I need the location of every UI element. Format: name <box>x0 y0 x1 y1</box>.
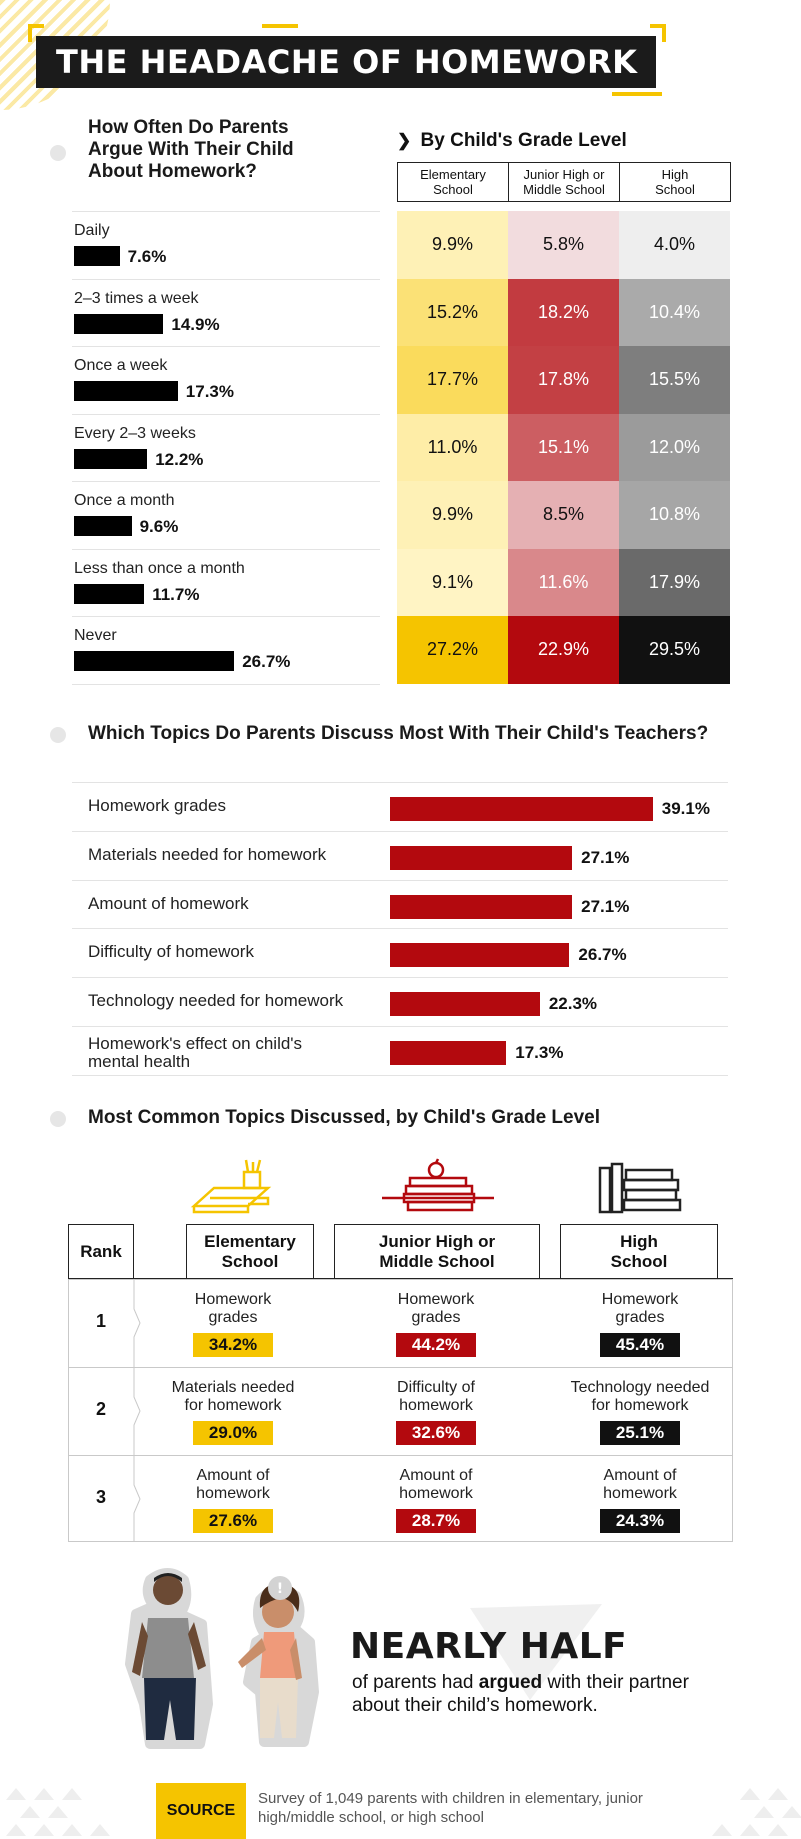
frequency-label: Once a month <box>74 492 175 509</box>
t3-head-line: School <box>610 1252 668 1271</box>
topic-label-line: Amount of homework <box>88 893 249 913</box>
topic-cell-text <box>346 1379 526 1415</box>
topic-cell-text <box>550 1379 730 1415</box>
t3-head-line: Middle School <box>379 1252 495 1271</box>
topic-cell-line: for homework <box>591 1397 689 1414</box>
frequency-value: 9.6% <box>139 517 179 536</box>
topic-cell-text <box>143 1379 323 1415</box>
arguing-couple-illustration <box>110 1560 340 1750</box>
topic-bar <box>390 992 540 1016</box>
topic-value: 39.1% <box>661 799 710 818</box>
heatmap-cell: 4.0% <box>619 211 730 279</box>
topic-cell-line: Amount of <box>603 1467 677 1484</box>
topic-label <box>88 846 326 864</box>
topic-cell-line: grades <box>411 1309 461 1326</box>
topic-cell-line: Technology needed <box>570 1379 710 1396</box>
percent-badge: 28.7% <box>396 1509 476 1533</box>
topic-label-line: Homework grades <box>88 796 226 815</box>
frequency-row <box>72 211 380 279</box>
topics-bottom-rule <box>72 1075 728 1076</box>
percent-badge: 34.2% <box>193 1333 273 1357</box>
heatmap-cell: 17.8% <box>508 346 619 414</box>
heatmap-cell: 15.5% <box>619 346 730 414</box>
heatmap-cell: 8.5% <box>508 481 619 549</box>
heatmap-cell: 5.8% <box>508 211 619 279</box>
percent-badge: 44.2% <box>396 1333 476 1357</box>
section1-title-line: About Homework? <box>88 161 257 182</box>
topic-bar <box>390 943 569 967</box>
rank-column-head: Rank <box>68 1224 134 1279</box>
topic-cell-text <box>143 1467 323 1503</box>
topic-cell-line: homework <box>603 1485 677 1502</box>
callout-text-part: with their partner about their child’s homework. <box>352 1672 689 1716</box>
rank-number: 1 <box>95 1311 106 1331</box>
frequency-value: 11.7% <box>152 584 200 604</box>
frequency-label: Every 2–3 weeks <box>74 424 196 442</box>
header-accent-bottom <box>612 92 662 96</box>
page-title: THE HEADACHE OF HOMEWORK <box>36 36 656 88</box>
header-accent-top <box>262 24 298 28</box>
callout-text-bold: argued <box>478 1672 543 1693</box>
topic-bar <box>390 846 572 870</box>
grade-head-line: School <box>433 182 473 197</box>
topic-cell-line: homework <box>399 1485 473 1502</box>
topic-value: 22.3% <box>548 994 598 1014</box>
callout-headline: NEARLY HALF <box>350 1626 628 1667</box>
topic-cell-line: Homework <box>194 1291 272 1308</box>
heatmap-cell: 18.2% <box>508 279 619 347</box>
topic-cell-text <box>346 1467 526 1503</box>
stacked-books-icon <box>596 1160 686 1216</box>
heatmap-cell: 22.9% <box>508 616 619 684</box>
frequency-label: 2–3 times a week <box>74 289 199 307</box>
topic-label-line: Homework's effect on child's <box>88 1034 303 1053</box>
chevron-right-icon: ❯ <box>397 131 412 150</box>
topic-label <box>88 797 226 815</box>
topic-row <box>72 782 728 831</box>
heatmap-cell: 17.9% <box>619 549 730 617</box>
topic-row <box>72 1026 728 1075</box>
grade-head-junior <box>508 162 620 202</box>
topic-row <box>72 928 728 977</box>
source-label: SOURCE <box>156 1783 246 1839</box>
section2-title: Which Topics Do Parents Discuss Most With Their Child's Teachers? <box>88 723 709 744</box>
heatmap-cell: 27.2% <box>397 616 508 684</box>
topic-value: 27.1% <box>581 847 630 867</box>
topic-cell-line: Difficulty of <box>397 1379 475 1396</box>
topic-label <box>88 992 343 1010</box>
topic-value: 26.7% <box>578 945 627 965</box>
percent-badge: 24.3% <box>600 1509 680 1533</box>
heatmap-cell: 12.0% <box>619 414 730 482</box>
topic-row <box>72 831 728 880</box>
percent-badge: 29.0% <box>193 1421 273 1445</box>
topic-cell-line: Amount of <box>196 1467 270 1484</box>
source-text: Survey of 1,049 parents with children in elementary, junior high/middle school, or high school <box>258 1790 643 1826</box>
frequency-label: Daily <box>74 222 110 239</box>
t3-head-junior <box>334 1224 540 1279</box>
grade-head-elementary <box>397 162 509 202</box>
frequency-row <box>72 346 380 414</box>
topic-label <box>88 943 254 961</box>
frequency-bar <box>74 246 120 266</box>
topic-cell-text <box>550 1467 730 1503</box>
topic-label-line: Materials needed for homework <box>88 844 327 864</box>
topic-cell-line: Homework <box>397 1291 475 1308</box>
topic-row <box>72 977 728 1026</box>
topic-cell-line: Amount of <box>399 1467 473 1484</box>
percent-badge: 32.6% <box>396 1421 476 1445</box>
grade-head-line: School <box>655 182 695 197</box>
percent-badge: 25.1% <box>600 1421 680 1445</box>
percent-badge: 27.6% <box>193 1509 273 1533</box>
section1-title-line: How Often Do Parents <box>88 117 289 138</box>
topic-cell-line: homework <box>196 1485 270 1502</box>
frequency-value: 17.3% <box>185 382 234 401</box>
t3-head-line: School <box>221 1252 279 1271</box>
topic-value: 17.3% <box>515 1043 564 1062</box>
topic-cell-line: homework <box>399 1397 473 1414</box>
frequency-bar <box>74 314 163 334</box>
apple-books-icon <box>380 1158 496 1214</box>
topic-cell-text <box>143 1291 323 1327</box>
heatmap-cell: 10.8% <box>619 481 730 549</box>
topic-label-line: mental health <box>88 1052 191 1071</box>
section1-title <box>88 117 328 183</box>
heatmap-cell: 15.1% <box>508 414 619 482</box>
topic-cell-text <box>346 1291 526 1327</box>
topic-bar <box>390 1041 506 1065</box>
section-bullet <box>50 727 66 743</box>
grade-head-line: Junior High or <box>523 167 605 182</box>
frequency-label: Never <box>74 627 117 644</box>
t3-head-line: Elementary <box>204 1232 296 1251</box>
footer-triangle-pattern-right <box>700 1786 801 1839</box>
section-bullet <box>50 1111 66 1127</box>
frequency-label: Once a week <box>74 357 168 374</box>
frequency-value: 26.7% <box>242 652 291 671</box>
frequency-label: Less than once a month <box>74 559 245 577</box>
heatmap-cell: 11.0% <box>397 414 508 482</box>
frequency-value: 14.9% <box>171 314 220 334</box>
heatmap-cell: 17.7% <box>397 346 508 414</box>
heatmap-cell: 9.9% <box>397 211 508 279</box>
percent-badge: 45.4% <box>600 1333 680 1357</box>
section1-title-line: Argue With Their Child <box>88 139 294 160</box>
rank-number: 2 <box>95 1399 106 1419</box>
footer-triangle-pattern-left <box>0 1786 120 1839</box>
rank-number: 3 <box>95 1487 106 1507</box>
topic-value: 27.1% <box>581 896 630 916</box>
grade-level-heading <box>397 130 627 152</box>
frequency-value: 12.2% <box>155 449 204 469</box>
topic-label <box>88 895 249 913</box>
topic-label-line: Difficulty of homework <box>88 942 254 962</box>
table-row-divider <box>68 1455 733 1456</box>
section3-title: Most Common Topics Discussed, by Child's Grade Level <box>88 1107 600 1128</box>
frequency-bar <box>74 449 147 469</box>
heatmap-cell: 9.9% <box>397 481 508 549</box>
t3-head-elementary <box>186 1224 314 1279</box>
topic-bar <box>390 895 572 919</box>
heatmap-cell: 10.4% <box>619 279 730 347</box>
frequency-bar <box>74 516 132 536</box>
frequency-bottom-rule <box>72 684 380 685</box>
t3-head-line: High <box>620 1232 658 1251</box>
callout-text <box>352 1671 712 1717</box>
frequency-row <box>72 481 380 549</box>
heatmap-cell: 11.6% <box>508 549 619 617</box>
heatmap-cell: 9.1% <box>397 549 508 617</box>
frequency-value: 7.6% <box>127 247 167 266</box>
section-bullet <box>50 145 66 161</box>
t3-head-high <box>560 1224 718 1279</box>
heatmap-cell: 29.5% <box>619 616 730 684</box>
frequency-row <box>72 549 380 617</box>
frequency-bar <box>74 584 144 604</box>
frequency-bar <box>74 381 178 401</box>
frequency-row <box>72 279 380 347</box>
frequency-row <box>72 616 380 684</box>
topic-cell-line: Materials needed <box>171 1379 295 1396</box>
topic-cell-line: grades <box>615 1309 665 1326</box>
heatmap-cell: 15.2% <box>397 279 508 347</box>
grade-level-title: By Child's Grade Level <box>420 130 627 151</box>
t3-head-line: Junior High or <box>378 1232 496 1251</box>
grade-head-line: High <box>661 167 689 182</box>
topic-row <box>72 880 728 929</box>
frequency-row <box>72 414 380 482</box>
topic-cell-text <box>550 1291 730 1327</box>
grade-head-line: Elementary <box>420 167 486 182</box>
topic-bar <box>390 797 653 821</box>
table-row-divider <box>68 1367 733 1368</box>
books-pencil-cup-icon <box>190 1158 280 1214</box>
callout-text-part: of parents had <box>352 1672 479 1693</box>
grade-head-line: Middle School <box>523 182 605 197</box>
grade-head-high <box>619 162 731 202</box>
topic-cell-line: for homework <box>184 1397 282 1414</box>
topic-cell-line: grades <box>208 1309 258 1326</box>
topic-label-line: Technology needed for homework <box>88 991 344 1011</box>
topic-cell-line: Homework <box>601 1291 679 1308</box>
topic-label <box>88 1035 302 1071</box>
svg-text:!: ! <box>276 1581 284 1597</box>
frequency-bar <box>74 651 234 671</box>
